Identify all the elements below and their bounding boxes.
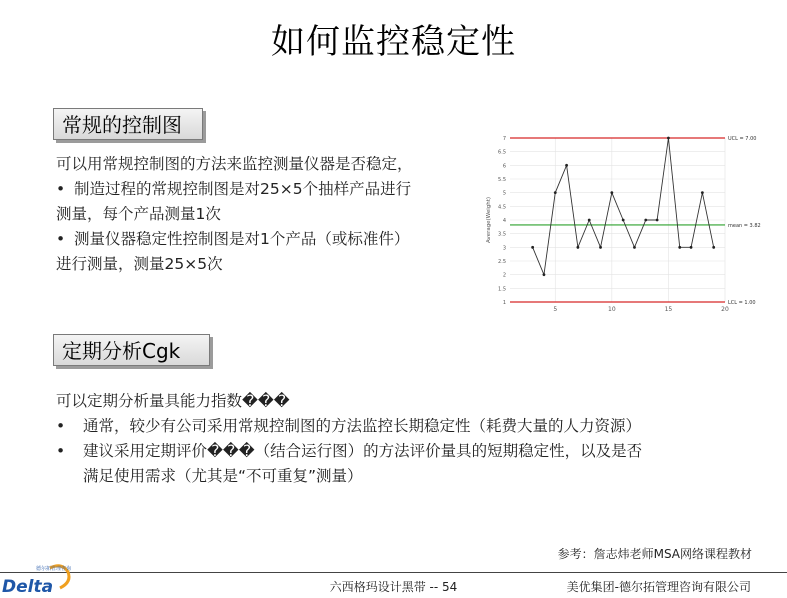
y-tick-label: 3.5 — [498, 231, 506, 238]
x-tick-label: 20 — [721, 306, 729, 313]
y-tick-label: 2 — [502, 272, 506, 279]
data-point — [678, 246, 681, 249]
footer-divider — [0, 572, 787, 573]
bullet-marker: • — [56, 442, 66, 460]
x-tick-label: 10 — [608, 306, 616, 313]
y-tick-label: 5 — [502, 190, 506, 197]
section2-bullet2 — [56, 439, 756, 464]
mean-label: mean = 3.82 — [728, 222, 761, 229]
data-point — [667, 137, 670, 140]
section2-bullet1-text: 通常，较少有公司采用常规控制图的方法监控长期稳定性（耗费大量的人力资源） — [83, 417, 642, 435]
control-chart-svg — [470, 130, 770, 320]
ucl-label: UCL = 7.00 — [728, 136, 757, 142]
data-point — [576, 246, 579, 249]
section2-bullet1 — [56, 414, 756, 439]
data-point — [588, 219, 591, 222]
data-point — [543, 273, 546, 276]
data-point — [701, 191, 704, 194]
logo-tagline: 德尔拓管理咨询 — [36, 566, 72, 572]
y-tick-label: 3 — [502, 245, 506, 252]
y-axis-label: Average(Weight) — [486, 196, 492, 244]
y-tick-label: 5.5 — [498, 177, 506, 183]
logo-text: Delta — [2, 577, 54, 597]
section1-text — [56, 152, 466, 277]
x-tick-label: 15 — [664, 306, 673, 313]
section2-intro: 可以定期分析量具能力指数��� — [56, 392, 290, 410]
x-tick-label: 5 — [553, 306, 558, 313]
section1-bullet1 — [56, 177, 466, 202]
footer-page-label: 六西格玛设计黑带 -- 54 — [329, 580, 458, 594]
section2-bullet2-cont: 满足使用需求（尤其是“不可重复”测量） — [83, 467, 363, 485]
y-tick-label: 1.5 — [498, 286, 506, 293]
page-title: 如何监控稳定性 — [271, 22, 516, 62]
section1-intro: 可以用常规控制图的方法来监控测量仪器是否稳定， — [56, 155, 413, 173]
data-point — [633, 246, 636, 249]
lcl-label: LCL = 1.00 — [728, 300, 756, 306]
reference-note: 参考：詹志炜老师MSA网络课程教材 — [557, 547, 752, 561]
data-point — [610, 191, 613, 194]
control-chart — [470, 130, 770, 320]
data-point — [644, 219, 647, 222]
data-point — [531, 246, 534, 249]
data-point — [554, 191, 557, 194]
footer-company: 美优集团-德尔拓管理咨询有限公司 — [566, 580, 751, 594]
bullet-marker: • — [56, 230, 66, 248]
bullet-marker: • — [56, 180, 66, 198]
section1-bullet1-text: 制造过程的常规控制图是对25×5个抽样产品进行 — [74, 180, 412, 198]
data-point — [599, 246, 602, 249]
section1-bullet2-cont: 进行测量，测量25×5次 — [56, 255, 223, 273]
y-tick-label: 4 — [502, 218, 506, 224]
section1-bullet2 — [56, 227, 466, 252]
y-tick-label: 6 — [502, 163, 506, 170]
section2-text — [56, 389, 756, 489]
data-point — [712, 246, 715, 249]
bullet-marker: • — [56, 417, 66, 435]
y-tick-label: 6.5 — [498, 149, 506, 156]
section-heading-cgk: 定期分析Cgk — [53, 334, 210, 366]
section1-bullet2-text: 测量仪器稳定性控制图是对1个产品（或标准件） — [74, 230, 410, 248]
y-tick-label: 4.5 — [498, 204, 506, 211]
y-tick-label: 7 — [502, 136, 506, 142]
y-tick-label: 1 — [502, 300, 506, 306]
section-heading-control-chart: 常规的控制图 — [53, 108, 203, 140]
data-point — [656, 219, 659, 222]
data-point — [690, 246, 693, 249]
section2-bullet2-text: 建议采用定期评价���（结合运行图）的方法评价量具的短期稳定性，以及是否 — [83, 442, 643, 460]
data-point — [622, 219, 625, 222]
data-point — [565, 164, 568, 167]
section1-bullet1-cont: 测量，每个产品测量1次 — [56, 205, 221, 223]
y-tick-label: 2.5 — [498, 259, 506, 265]
